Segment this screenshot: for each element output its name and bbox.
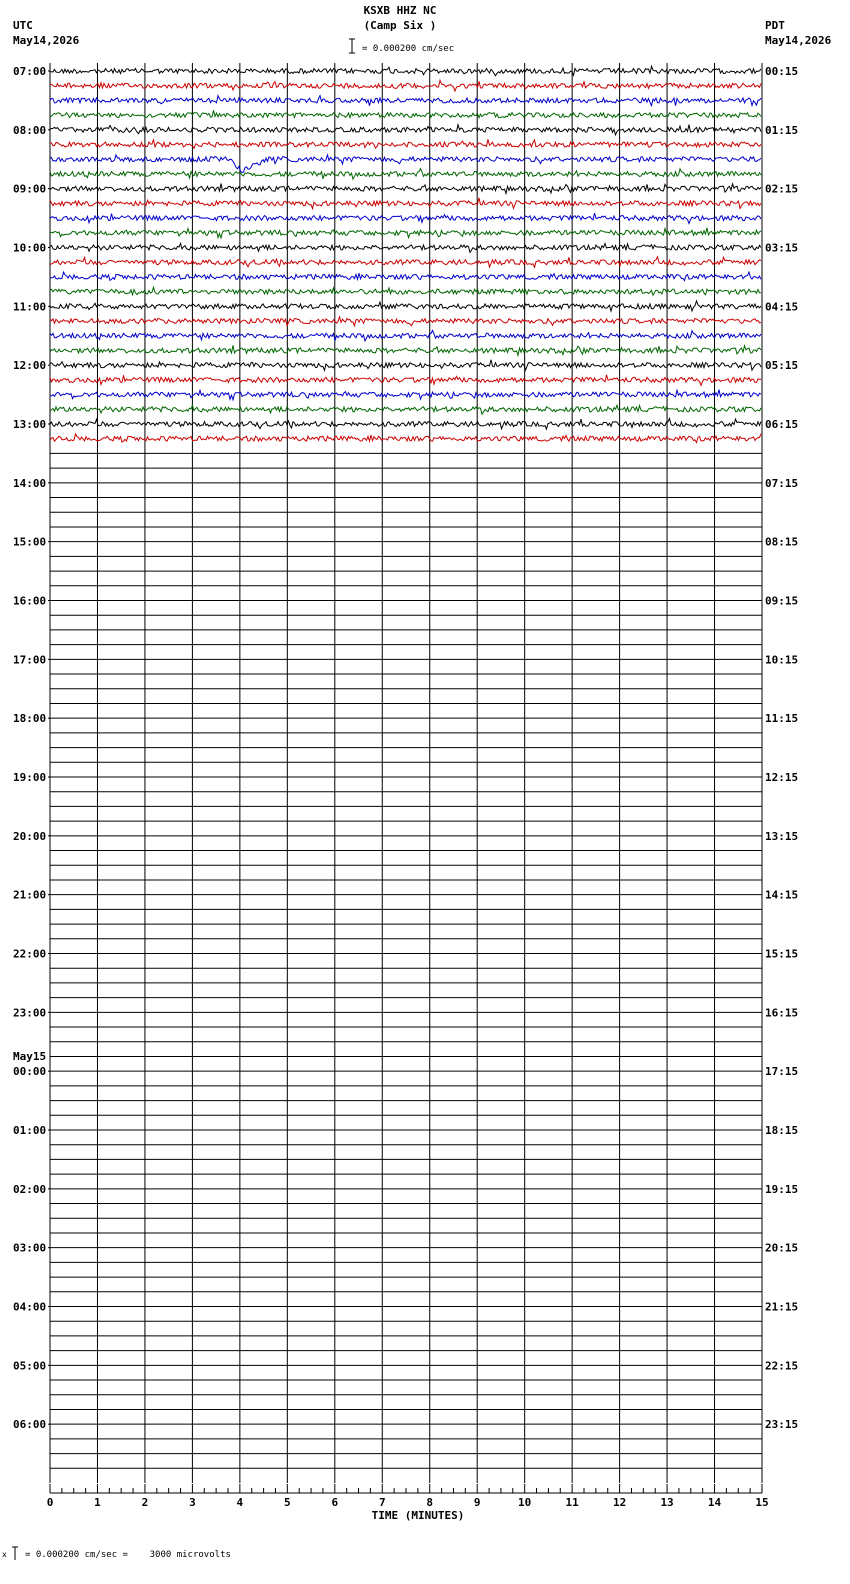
x-tick-label: 11 xyxy=(565,1496,579,1509)
pdt-hour-label: 23:15 xyxy=(765,1418,799,1432)
utc-hour-label: 00:00 xyxy=(13,1065,47,1079)
left-timezone: UTC xyxy=(13,19,33,32)
trace-row-1 xyxy=(50,80,761,91)
trace-row-15 xyxy=(50,287,761,295)
station-title: KSXB HHZ NC xyxy=(363,4,437,17)
pdt-hour-label: 02:15 xyxy=(765,182,799,196)
trace-row-7 xyxy=(50,169,761,180)
utc-hour-label: 16:00 xyxy=(13,594,47,608)
pdt-hour-label: 12:15 xyxy=(765,771,799,784)
trace-row-0 xyxy=(50,66,761,75)
pdt-hour-label: 19:15 xyxy=(765,1182,799,1196)
pdt-hour-label: 22:15 xyxy=(765,1359,799,1373)
pdt-hour-label: 18:15 xyxy=(765,1124,799,1137)
pdt-hour-label: 08:15 xyxy=(765,535,799,549)
utc-hour-label: 13:00 xyxy=(13,418,47,431)
trace-row-25 xyxy=(50,434,761,443)
trace-row-18 xyxy=(50,330,761,341)
pdt-hour-label: 03:15 xyxy=(765,241,799,255)
utc-hour-label: 04:00 xyxy=(13,1300,47,1314)
utc-hour-label: 01:00 xyxy=(13,1124,47,1137)
x-tick-label: 10 xyxy=(518,1496,532,1509)
pdt-hour-label: 20:15 xyxy=(765,1241,799,1255)
trace-row-21 xyxy=(50,375,761,385)
utc-hour-label: 21:00 xyxy=(13,888,47,902)
right-date: May14,2026 xyxy=(765,34,832,47)
pdt-hour-label: 10:15 xyxy=(765,653,799,667)
x-tick-label: 15 xyxy=(755,1496,769,1509)
pdt-hour-label: 17:15 xyxy=(765,1065,799,1079)
trace-row-3 xyxy=(50,110,761,117)
utc-hour-label: 10:00 xyxy=(13,241,47,255)
trace-row-10 xyxy=(50,213,761,223)
x-tick-label: 12 xyxy=(612,1496,627,1509)
trace-row-22 xyxy=(50,390,761,400)
utc-hour-label: 17:00 xyxy=(13,653,47,667)
utc-hour-label: 19:00 xyxy=(13,771,47,784)
right-timezone: PDT xyxy=(765,19,785,32)
pdt-hour-label: 07:15 xyxy=(765,476,799,490)
x-tick-label: 5 xyxy=(284,1496,291,1509)
trace-row-12 xyxy=(50,243,761,252)
utc-hour-label: 05:00 xyxy=(13,1359,47,1373)
x-tick-label: 3 xyxy=(189,1496,196,1509)
x-tick-label: 8 xyxy=(426,1496,434,1509)
trace-row-19 xyxy=(50,345,761,355)
trace-row-23 xyxy=(50,405,761,414)
utc-hour-label: 22:00 xyxy=(13,947,47,961)
utc-hour-label: 23:00 xyxy=(13,1006,47,1020)
pdt-hour-label: 11:15 xyxy=(765,712,799,726)
trace-row-9 xyxy=(50,198,761,209)
x-tick-label: 4 xyxy=(236,1496,244,1509)
x-tick-label: 13 xyxy=(660,1496,674,1509)
x-tick-label: 7 xyxy=(378,1496,386,1509)
utc-hour-label: 02:00 xyxy=(13,1182,47,1196)
x-tick-label: 2 xyxy=(141,1496,149,1509)
x-tick-label: 14 xyxy=(707,1496,722,1509)
utc-hour-label: 09:00 xyxy=(13,182,47,196)
trace-row-6 xyxy=(50,155,761,173)
utc-hour-label: 12:00 xyxy=(13,359,47,373)
utc-hour-label: 03:00 xyxy=(13,1241,47,1255)
footer-mark: x xyxy=(2,1550,7,1559)
utc-hour-label: 20:00 xyxy=(13,829,47,843)
x-axis-title: TIME (MINUTES) xyxy=(371,1509,465,1522)
utc-hour-label: 15:00 xyxy=(13,535,47,549)
pdt-hour-label: 21:15 xyxy=(765,1300,799,1314)
footer-scale-label: = 0.000200 cm/sec = 3000 microvolts xyxy=(25,1550,231,1560)
trace-row-4 xyxy=(50,125,761,135)
pdt-hour-label: 15:15 xyxy=(765,947,799,961)
station-location: (Camp Six ) xyxy=(363,19,437,32)
pdt-hour-label: 05:15 xyxy=(765,359,799,373)
utc-hour-label: 11:00 xyxy=(13,300,47,314)
pdt-hour-label: 06:15 xyxy=(765,418,799,431)
trace-row-17 xyxy=(50,317,761,326)
trace-row-11 xyxy=(50,228,761,238)
pdt-hour-label: 09:15 xyxy=(765,594,799,608)
pdt-hour-label: 04:15 xyxy=(765,300,799,314)
pdt-hour-label: 01:15 xyxy=(765,123,799,137)
utc-hour-label: 06:00 xyxy=(13,1418,47,1432)
scale-label: = 0.000200 cm/sec xyxy=(362,44,455,54)
utc-hour-label: 07:00 xyxy=(13,65,47,78)
utc-hour-label: 14:00 xyxy=(13,476,47,490)
pdt-hour-label: 00:15 xyxy=(765,65,799,78)
x-tick-label: 6 xyxy=(331,1496,339,1509)
utc-hour-label: 08:00 xyxy=(13,123,47,137)
trace-row-16 xyxy=(50,301,761,311)
trace-row-24 xyxy=(50,419,761,430)
pdt-hour-label: 16:15 xyxy=(765,1006,799,1020)
x-tick-label: 1 xyxy=(94,1496,101,1509)
trace-row-5 xyxy=(50,139,761,148)
trace-row-20 xyxy=(50,360,761,371)
trace-row-14 xyxy=(50,272,761,281)
utc-hour-label: 18:00 xyxy=(13,712,47,726)
pdt-hour-label: 14:15 xyxy=(765,888,799,902)
day-change-label: May15 xyxy=(13,1050,47,1064)
x-tick-label: 9 xyxy=(473,1496,481,1509)
x-tick-label: 0 xyxy=(46,1496,54,1509)
trace-row-13 xyxy=(50,257,761,268)
trace-row-2 xyxy=(50,96,761,106)
trace-row-8 xyxy=(50,184,761,194)
pdt-hour-label: 13:15 xyxy=(765,829,799,843)
left-date: May14,2026 xyxy=(13,34,80,47)
